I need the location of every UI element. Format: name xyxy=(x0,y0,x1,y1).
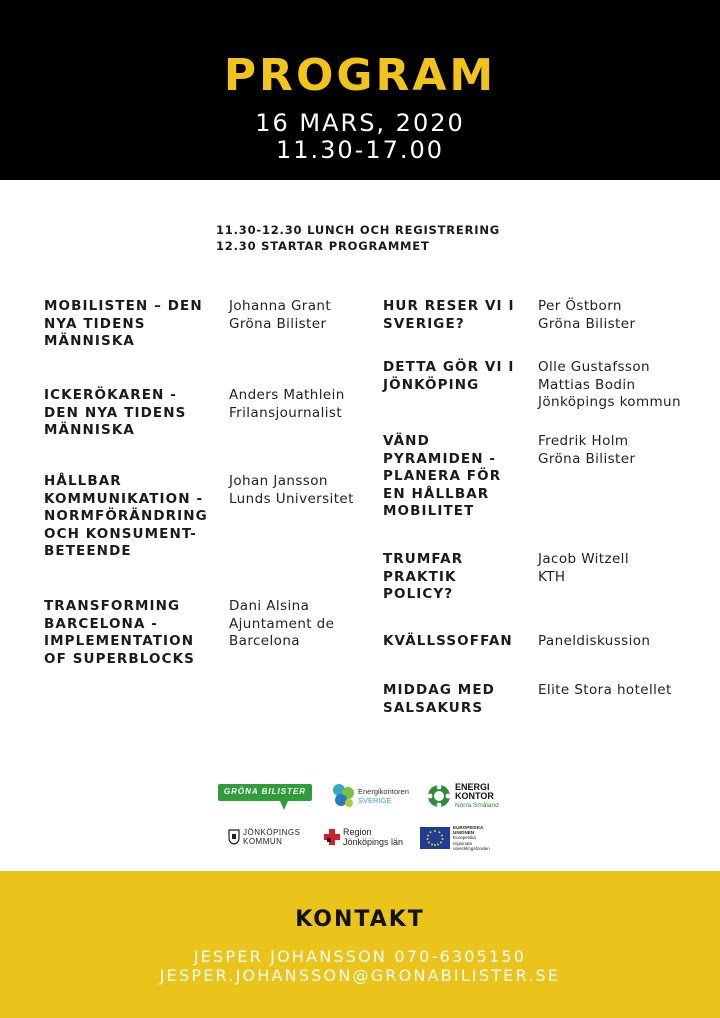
region-text: Region xyxy=(343,827,372,837)
kommun-text: JÖNKÖPINGS xyxy=(243,828,301,837)
kommun-text: KOMMUN xyxy=(243,837,283,846)
session-speaker: Jacob Witzell KTH xyxy=(538,551,629,585)
energikontor-text: ENERGI xyxy=(455,781,490,792)
region-text: Jönköpings län xyxy=(343,837,404,847)
session-speaker: Elite Stora hotellet xyxy=(538,682,672,698)
coat-of-arms-icon xyxy=(228,829,240,845)
energikontor-sub: Norra Småland xyxy=(455,801,499,809)
session-title: DETTA GÖR VI I JÖNKÖPING xyxy=(383,359,515,393)
session-title: HÅLLBAR KOMMUNIKATION - NORMFÖRÄNDRING OCH KONSUMENT- BETEENDE xyxy=(44,473,208,559)
contact-title: KONTAKT xyxy=(295,907,425,932)
session-speaker: Johanna Grant Gröna Bilister xyxy=(229,298,332,332)
contact-footer xyxy=(0,871,720,1018)
event-date: 16 MARS, 2020 xyxy=(255,109,465,137)
contact-name-phone: JESPER JOHANSSON 070-6305150 xyxy=(193,947,527,966)
partner-logos xyxy=(0,770,720,860)
session-speaker: Dani Alsina Ajuntament de Barcelona xyxy=(229,598,335,649)
energikontor-text: KONTOR xyxy=(455,790,494,801)
session-speaker: Olle Gustafsson Mattias Bodin Jönköpings kommun xyxy=(538,359,681,410)
session-title: KVÄLLSSOFFAN xyxy=(383,633,513,649)
eu-text: Europeiska xyxy=(453,835,476,841)
grona-bilister-text: GRÖNA BILISTER xyxy=(223,787,307,796)
page-title: PROGRAM xyxy=(223,50,497,101)
session-title: MIDDAG MED SALSAKURS xyxy=(383,682,495,716)
intro-line: 11.30-12.30 LUNCH OCH REGISTRERING xyxy=(216,223,500,237)
jonkopings-kommun-logo xyxy=(228,825,314,849)
eu-text: UNIONEN xyxy=(453,830,475,836)
session-title: MOBILISTEN – DEN NYA TIDENS MÄNNISKA xyxy=(44,298,203,349)
grona-bilister-logo xyxy=(218,782,312,814)
eu-flag-icon xyxy=(420,827,450,849)
energikontoren-logo xyxy=(330,776,412,816)
session-speaker: Per Östborn Gröna Bilister xyxy=(538,298,636,332)
energikontoren-text: Energikontoren xyxy=(358,787,409,796)
eu-text: EUROPEISKA xyxy=(453,824,484,830)
session-title: HUR RESER VI I SVERIGE? xyxy=(383,298,515,332)
event-time: 11.30-17.00 xyxy=(275,136,445,164)
header-banner xyxy=(0,0,720,180)
session-speaker: Paneldiskussion xyxy=(538,633,651,649)
region-logo xyxy=(324,825,408,849)
session-title: ICKERÖKAREN - DEN NYA TIDENS MÄNNISKA xyxy=(44,387,187,438)
clover-icon xyxy=(330,781,356,811)
contact-email[interactable]: JESPER.JOHANSSON@GRONABILISTER.SE xyxy=(159,966,561,985)
session-speaker: Anders Mathlein Frilansjournalist xyxy=(229,387,345,421)
session-title: TRANSFORMING BARCELONA - IMPLEMENTATION OF SUPERBLOCKS xyxy=(44,598,195,667)
intro-line: 12.30 STARTAR PROGRAMMET xyxy=(216,239,430,253)
session-title: TRUMFAR PRAKTIK POLICY? xyxy=(383,551,464,602)
eu-text: utvecklingsfonden xyxy=(453,845,490,851)
session-title: VÄND PYRAMIDEN - PLANERA FÖR EN HÅLLBAR MOBILITET xyxy=(383,433,502,519)
intro-schedule xyxy=(216,222,500,254)
session-speaker: Fredrik Holm Gröna Bilister xyxy=(538,433,636,467)
region-cross-icon xyxy=(324,828,340,846)
eu-text: regionala xyxy=(453,840,472,846)
energikontor-ns-logo xyxy=(426,776,502,816)
energy-gear-icon xyxy=(426,783,452,809)
session-speaker: Johan Jansson Lunds Universitet xyxy=(229,473,354,507)
energikontoren-sub: SVERIGE xyxy=(358,796,392,805)
eu-logo xyxy=(420,824,500,852)
